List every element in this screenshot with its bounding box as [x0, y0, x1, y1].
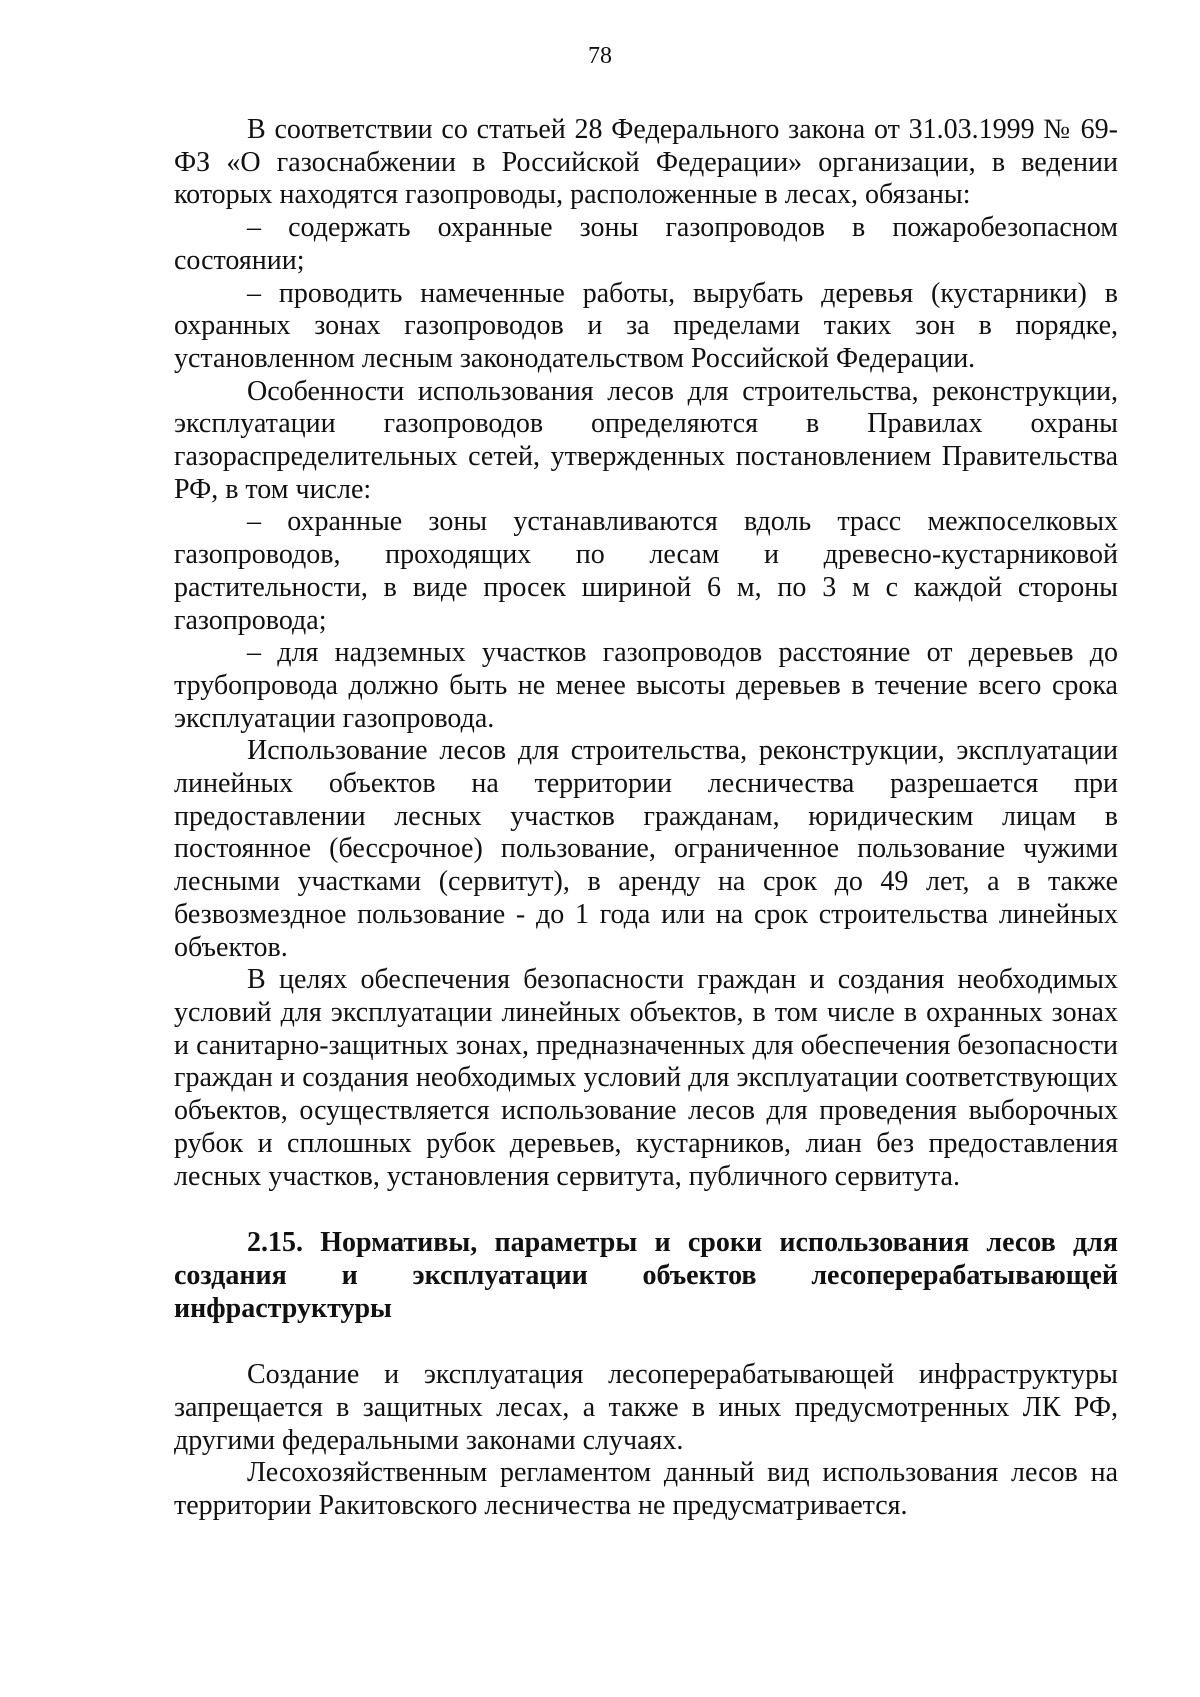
paragraph-gas-law: В соответствии со статьей 28 Федерального закона от 31.03.1999 № 69-ФЗ «О газоснабжении в Российской Федерации» организации, в ведении которых находятся газопроводы, расположенные в лесах, обязаны: — [174, 114, 1118, 211]
paragraph-safety-felling: В целях обеспечения безопасности граждан и создания необходимых условий для эксплуатации линейных объектов, в том числе в охранных зонах и санитарно-защитных зонах, предназначенных для обеспечения безопасности граждан и создания необходимых условий для эксплуатации соответствующих объектов, осуществляется использование лесов для проведения выборочных рубок и сплошных рубок деревьев, кустарников, лиан без предоставления лесных участков, установления сервитута, публичного сервитута. — [174, 964, 1118, 1192]
paragraph-infrastructure-prohibited: Создание и эксплуатация лесоперерабатывающей инфраструктуры запрещается в защитных лесах, а также в иных предусмотренных ЛК РФ, другими федеральными законами случаях. — [174, 1359, 1118, 1456]
section-heading: 2.15. Нормативы, параметры и сроки использования лесов для создания и эксплуатации объектов лесоперерабатывающей инфраструктуры — [174, 1227, 1118, 1324]
page-content — [174, 114, 1118, 1523]
paragraph-duty-tree-felling: – проводить намеченные работы, вырубать деревья (кустарники) в охранных зонах газопроводов и за пределами таких зон в порядке, установленном лесным законодательством Российской Федерации. — [174, 277, 1118, 374]
paragraph-protection-zones: – охранные зоны устанавливаются вдоль трасс межпоселковых газопроводов, проходящих по лесам и древесно-кустарниковой растительности, в виде просек шириной 6 м, по 3 м с каждой стороны газопровода; — [174, 506, 1118, 636]
paragraph-gas-network-rules: Особенности использования лесов для строительства, реконструкции, эксплуатации газопроводов определяются в Правилах охраны газораспределительных сетей, утвержденных постановлением Правительства РФ, в том числе: — [174, 375, 1118, 505]
paragraph-regulation-not-provided: Лесохозяйственным регламентом данный вид использования лесов на территории Ракитовского лесничества не предусматривается. — [174, 1457, 1118, 1522]
paragraph-linear-objects-use: Использование лесов для строительства, реконструкции, эксплуатации линейных объектов на территории лесничества разрешается при предоставлении лесных участков гражданам, юридическим лицам в постоянное (бессрочное) пользование, ограниченное пользование чужими лесными участками (сервитут), в аренду на срок до 49 лет, а в также безвозмездное пользование - до 1 года или на срок строительства линейных объектов. — [174, 735, 1118, 963]
page-number: 78 — [588, 43, 612, 69]
paragraph-duty-fire-safety: – содержать охранные зоны газопроводов в пожаробезопасном состоянии; — [174, 212, 1118, 276]
paragraph-aboveground-sections: – для надземных участков газопроводов расстояние от деревьев до трубопровода должно быть не менее высоты деревьев в течение всего срока эксплуатации газопровода. — [174, 637, 1118, 734]
